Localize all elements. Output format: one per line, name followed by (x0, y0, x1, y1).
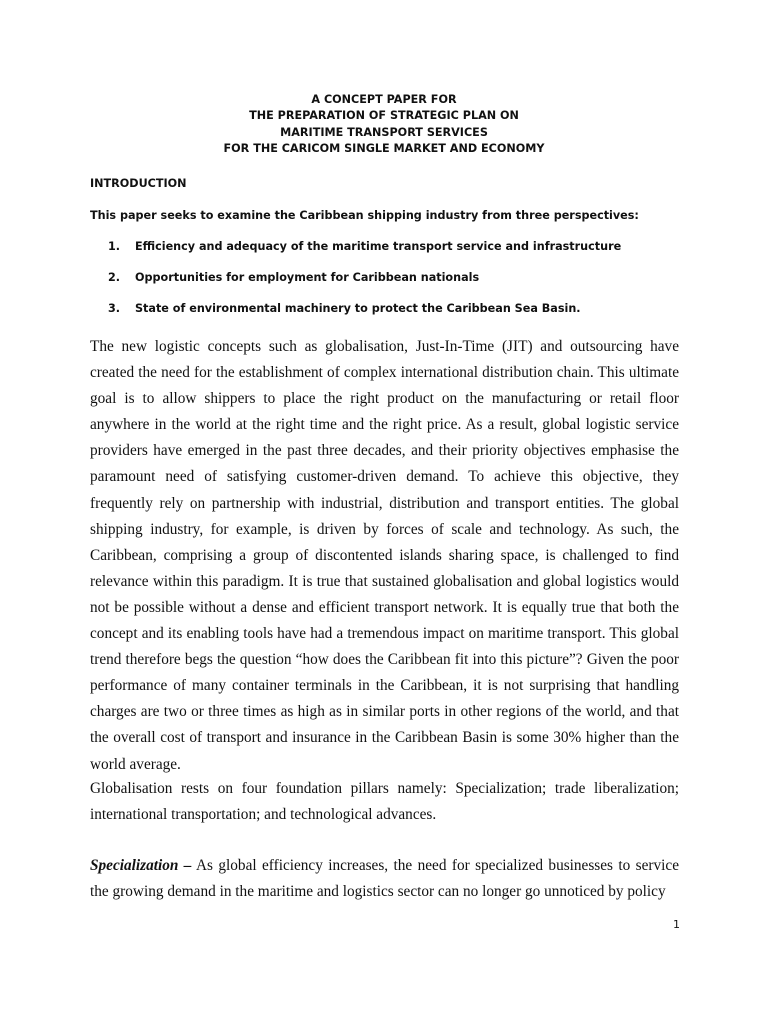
list-item-text: Opportunities for employment for Caribbean nationals (135, 271, 480, 284)
document-title (90, 92, 678, 157)
perspectives-list (108, 240, 621, 333)
specialization-lead: Specialization – (90, 857, 192, 874)
list-item (108, 302, 621, 333)
list-item-text: Efficiency and adequacy of the maritime transport service and infrastructure (135, 240, 622, 253)
title-line-3: MARITIME TRANSPORT SERVICES (280, 125, 488, 139)
list-item-number: 2. (108, 271, 121, 284)
specialization-text: As global efficiency increases, the need for specialized businesses to service the growing demand in the maritime and logistics sector can no longer go unnoticed by policy (90, 857, 679, 901)
paragraph-logistics: The new logistic concepts such as globalisation, Just-In-Time (JIT) and outsourcing have created the need for the establishment of complex international distribution chain. This ultimate goal is to allow shippers to place the right product on the manufacturing or retail floor anywhere in the world at the right time and the right price. As a result, global logistic service providers have emerged in the past three decades, and their priority objectives emphasise the paramount need of satisfying customer-driven demand. To achieve this objective, they frequently rely on partnership with industrial, distribution and transport entities. The global shipping industry, for example, is driven by forces of scale and technology. As such, the Caribbean, comprising a group of discontented islands sharing space, is challenged to find relevance within this paradigm. It is true that sustained globalisation and global logistics would not be possible without a dense and efficient transport network. It is equally true that both the concept and its enabling tools have had a tremendous impact on maritime transport. This global trend therefore begs the question “how does the Caribbean fit into this picture”? Given the poor performance of many container terminals in the Caribbean, it is not surprising that handling charges are two or three times as high as in similar ports in other regions of the world, and that the overall cost of transport and insurance in the Caribbean Basin is some 30% higher than the world average. (90, 338, 679, 773)
paragraph-specialization (90, 853, 679, 905)
title-line-1: A CONCEPT PAPER FOR (311, 93, 457, 106)
list-item-number: 3. (108, 302, 121, 315)
title-line-4: FOR THE CARICOM SINGLE MARKET AND ECONOMY (223, 141, 545, 155)
page-number: 1 (673, 918, 680, 931)
introduction-heading: INTRODUCTION (90, 177, 187, 190)
list-item (108, 271, 621, 302)
paragraph-globalisation: Globalisation rests on four foundation pillars namely: Specialization; trade liberalization; international transportation; and technological advances. (90, 780, 679, 824)
list-item-number: 1. (108, 240, 121, 253)
title-line-2: THE PREPARATION OF STRATEGIC PLAN ON (249, 109, 519, 123)
list-item (108, 240, 621, 271)
introduction-text: This paper seeks to examine the Caribbean shipping industry from three perspectives: (90, 209, 639, 222)
list-item-text: State of environmental machinery to protect the Caribbean Sea Basin. (135, 302, 581, 315)
